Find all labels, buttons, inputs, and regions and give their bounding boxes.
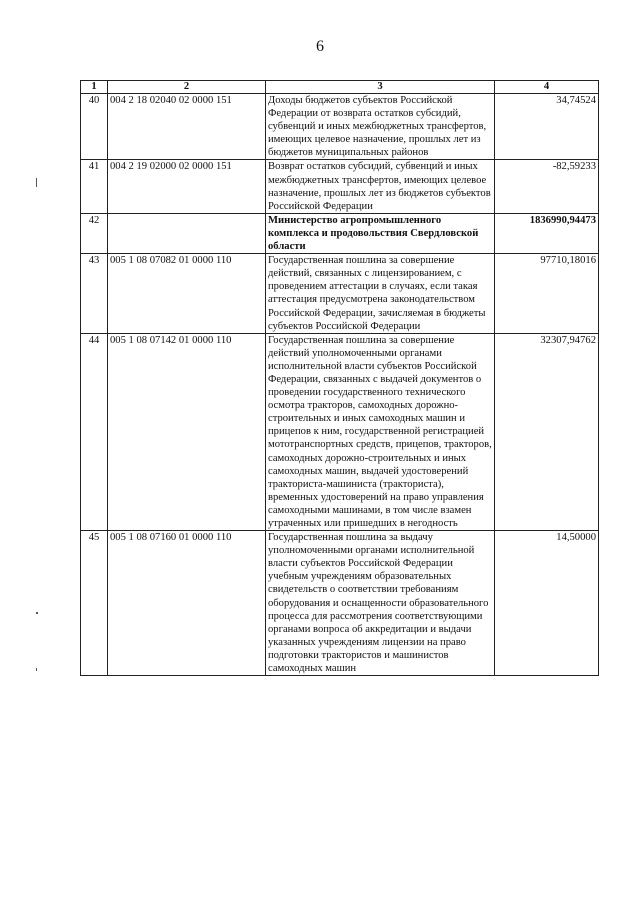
revenue-name: Министерство агропромышленного комплекса и продовольствия Свердловской области [266, 213, 495, 253]
row-number: 43 [81, 254, 108, 334]
amount: 34,74524 [495, 94, 599, 160]
revenue-name: Возврат остатков субсидий, субвенций и иных межбюджетных трансфертов, имеющих целевое назначение, прошлых лет из бюджетов субъектов Российской Федерации [266, 160, 495, 213]
column-header-1: 1 [81, 81, 108, 94]
row-number: 40 [81, 94, 108, 160]
column-header-4: 4 [495, 81, 599, 94]
revenue-name: Государственная пошлина за выдачу уполномоченными органами исполнительной власти субъектов Российской Федерации учебным учреждениям образовательных свидетельств о соответствии требованиям оборудования и оснащенности образовательного процесса для рассмотрения соответствующими органами вопроса об аккредитации и выдачи указанных учреждениям лицензии на право подготовки трактористов и машинистов самоходных машин [266, 531, 495, 676]
table-row [81, 333, 599, 530]
column-header-3: 3 [266, 81, 495, 94]
budget-code [108, 213, 266, 253]
revenue-name: Государственная пошлина за совершение действий, связанных с лицензированием, с проведением аттестации в случаях, если такая аттестация предусмотрена законодательством Российской Федерации, зачисляемая в бюджеты субъектов Российской Федерации [266, 254, 495, 334]
scan-mark [36, 668, 37, 671]
page-number: 6 [316, 38, 324, 55]
amount: 14,50000 [495, 531, 599, 676]
revenue-name: Государственная пошлина за совершение действий уполномоченными органами исполнительной власти субъектов Российской Федерации, связанных с выдачей документов о проведении государственного технического осмотра тракторов, самоходных дорожно-строительных и иных самоходных машин и прицепов к ним, государственной регистрацией мототранспортных средств, прицепов, тракторов, самоходных дорожно-строительных и иных самоходных машин, выдачей удостоверений тракториста-машиниста (тракториста), временных удостоверений на право управления самоходными машинами, в том числе взамен утраченных или пришедших в негодность [266, 333, 495, 530]
row-number: 41 [81, 160, 108, 213]
row-number: 44 [81, 333, 108, 530]
table-row [81, 160, 599, 213]
table-header-row [81, 81, 599, 94]
budget-code: 004 2 19 02000 02 0000 151 [108, 160, 266, 213]
row-number: 45 [81, 531, 108, 676]
budget-code: 005 1 08 07160 01 0000 110 [108, 531, 266, 676]
budget-code: 005 1 08 07142 01 0000 110 [108, 333, 266, 530]
amount: -82,59233 [495, 160, 599, 213]
revenue-name: Доходы бюджетов субъектов Российской Федерации от возврата остатков субсидий, субвенций и иных межбюджетных трансфертов, имеющих целевое назначение, прошлых лет из бюджетов муниципальных районов [266, 94, 495, 160]
scan-mark [36, 612, 38, 614]
row-number: 42 [81, 213, 108, 253]
table-row [81, 531, 599, 676]
budget-revenue-table [80, 80, 599, 676]
amount: 32307,94762 [495, 333, 599, 530]
amount: 97710,18016 [495, 254, 599, 334]
scan-mark [36, 178, 37, 187]
table-row [81, 213, 599, 253]
budget-code: 004 2 18 02040 02 0000 151 [108, 94, 266, 160]
column-header-2: 2 [108, 81, 266, 94]
table-row [81, 254, 599, 334]
table-row [81, 94, 599, 160]
budget-code: 005 1 08 07082 01 0000 110 [108, 254, 266, 334]
amount: 1836990,94473 [495, 213, 599, 253]
